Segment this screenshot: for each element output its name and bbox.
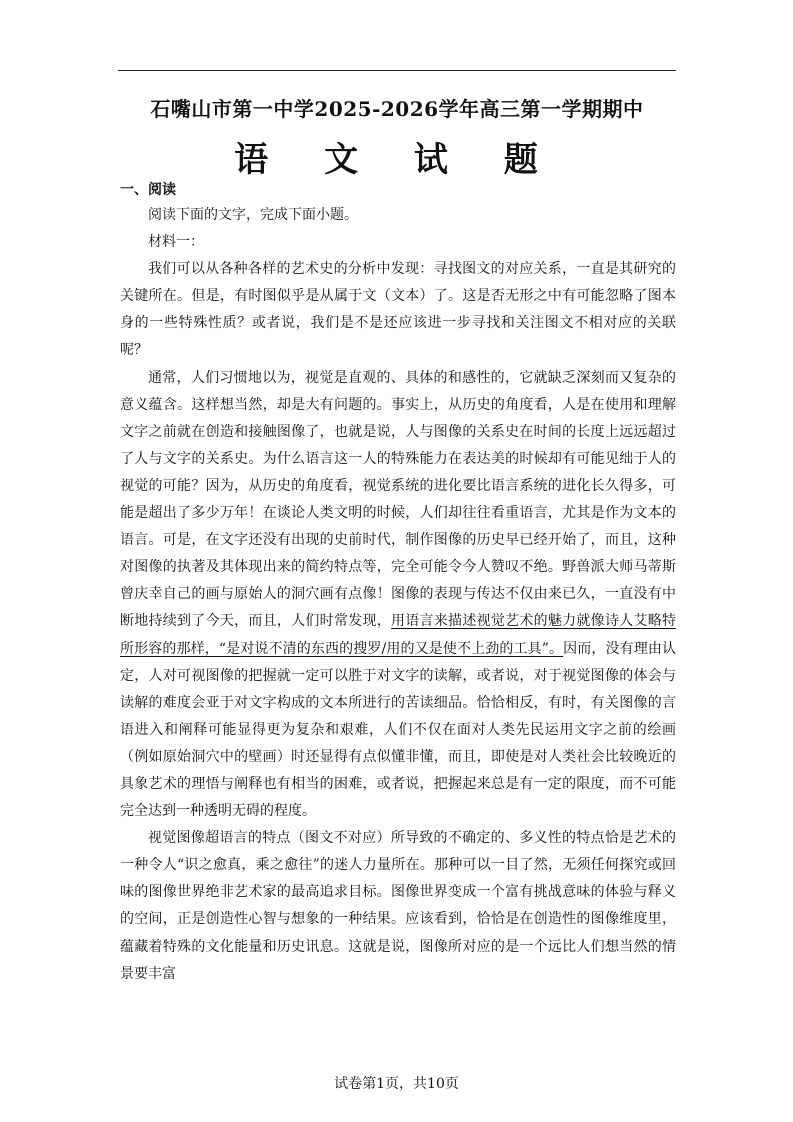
material-label: 材料一：	[148, 234, 204, 251]
paragraph-2-lead: 通常，人们习惯地以为，视觉是直观的、具体的和感性的，它就缺乏深刻而又复杂的意义蕴含。这样想当然，却是大有问题的。事实上，从历史的角度看，人是在使用和理解文字之前就在创造和接触图像了，也就是说，人与图像的关系史在时间的长度上远远超过了人与文字的关系史。为什么语言这一人的特殊能力在表达美的时候却有可能见绌于人的视觉的可能？因为，从历史的角度看，视觉系统的进化要比语言系统的进化长久得多，可能是超出了多少万年！在谈论人类文明的时候，人们却往往看重语言，尤其是作为文本的语言。可是，在文字还没有出现的史前时代，制作图像的历史早已经开始了，而且，这种对图像的执著及其体现出来的简约特点等，完全可能令今人赞叹不绝。野兽派大师马蒂斯曾庆幸自己的画与原始人的洞穴画有点像！图像的表现与传达不仅由来已久，一直没有中断地持续到了今天，而且，人们时常发现，	[120, 369, 676, 630]
paragraph-2	[120, 365, 676, 826]
paragraph-3: 视觉图像超语言的特点（图文不对应）所导致的不确定的、多义性的特点恰是艺术的一种令人“识之愈真，乘之愈往”的迷人力量所在。那种可以一目了然，无须任何探究或回味的图像世界绝非艺术家的最高追求目标。图像世界变成一个富有挑战意味的体验与释义的空间，正是创造性心智与想象的一种结果。应该看到，恰恰是在创造性的图像维度里，蕴藏着特殊的文化能量和历史讯息。这就是说，图像所对应的是一个远比人们想当然的情景要丰富	[120, 830, 676, 982]
reading-passage	[120, 202, 676, 988]
instruction-text: 阅读下面的文字，完成下面小题。	[148, 207, 358, 223]
page-footer: 试卷第1页，共10页	[334, 1076, 459, 1092]
section-heading: 一、阅读	[120, 182, 176, 198]
subject-title: 语 文 试 题	[234, 140, 560, 180]
paragraph-1: 我们可以从各种各样的艺术史的分析中发现：寻找图文的对应关系，一直是其研究的关键所在。但是，有时图似乎是从属于文（文本）了。这是否无形之中有可能忽略了图本身的一些特殊性质？或者说，我们是不是还应该进一步寻找和关注图文不相对应的关联呢？	[120, 261, 676, 359]
underlined-quote: 用语言来描述视觉艺术的魅力就像诗人艾略特所形容的那样，“是对说不清的东西的搜罗/用的又是使不上劲的工具”。	[120, 613, 676, 657]
exam-title: 石嘴山市第一中学2025-2026学年高三第一学期期中	[150, 97, 644, 121]
header-rule	[118, 70, 676, 71]
paragraph-2-rest: 因而，没有理由认定，人对可视图像的把握就一定可以胜于对文字的读解，或者说，对于视觉图像的体会与读解的难度会亚于对文字构成的文本所进行的苦读细品。恰恰相反，有时，有关图像的言语进入和阐释可能显得更为复杂和艰难，人们不仅在面对人类先民运用文字之前的绘画（例如原始洞穴中的壁画）时还显得有点似懂非懂，而且，即使是对人类社会比较晚近的具象艺术的理悟与阐释也有相当的困难，或者说，把握起来总是有一定的限度，而不可能完全达到一种透明无碍的程度。	[120, 640, 677, 820]
